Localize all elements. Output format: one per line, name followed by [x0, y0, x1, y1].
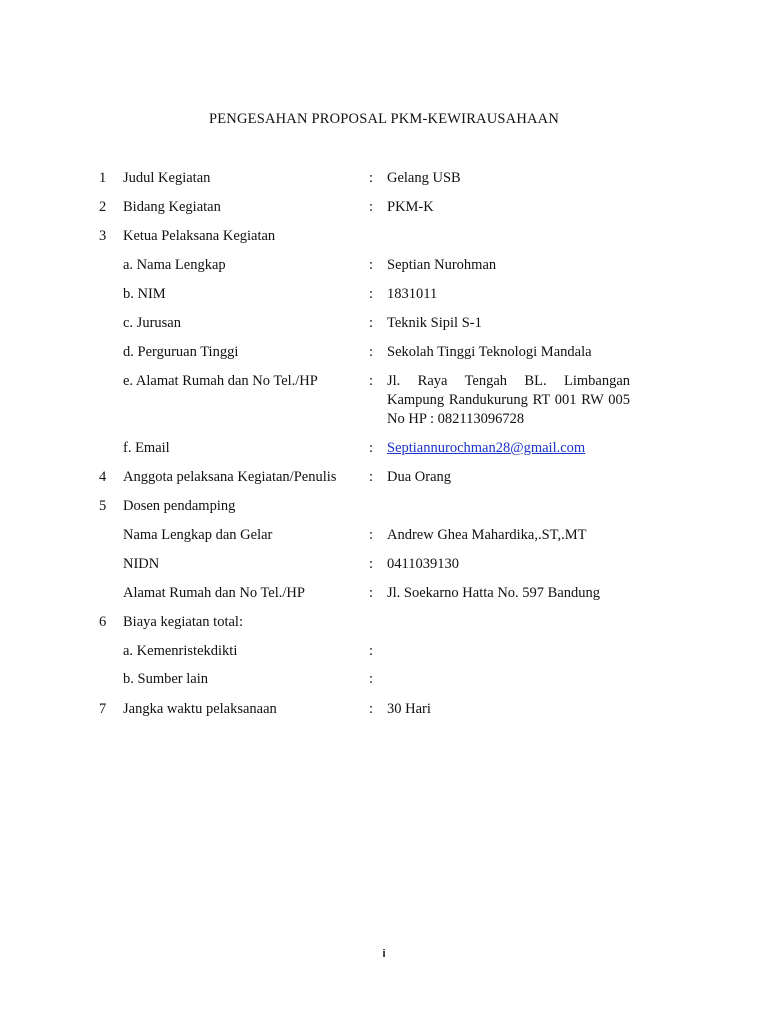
- row-jangka-waktu: [0, 699, 768, 719]
- field-label: Bidang Kegiatan: [123, 199, 221, 215]
- row-kemenristekdikti: [0, 641, 768, 661]
- row-number: 1: [99, 170, 107, 186]
- field-label: NIDN: [123, 556, 160, 572]
- row-dosen-nama: [0, 525, 768, 545]
- row-anggota: [0, 467, 768, 487]
- row-number: 7: [99, 701, 107, 717]
- field-label: a. Nama Lengkap: [123, 257, 226, 273]
- row-alamat-rumah: [0, 371, 768, 431]
- field-label: b. NIM: [123, 286, 166, 302]
- row-jurusan: [0, 313, 768, 333]
- colon-separator: :: [369, 344, 374, 360]
- field-label: b. Sumber lain: [123, 671, 208, 687]
- page-number: i: [382, 948, 386, 960]
- row-nama-lengkap: [0, 255, 768, 275]
- section-label: Biaya kegiatan total:: [123, 614, 243, 630]
- row-number: 4: [99, 469, 107, 485]
- field-label: e. Alamat Rumah dan No Tel./HP: [123, 373, 318, 389]
- field-value: Jl. Soekarno Hatta No. 597 Bandung: [387, 585, 601, 601]
- row-bidang-kegiatan: [0, 197, 768, 217]
- field-value: Andrew Ghea Mahardika,.ST,.MT: [387, 527, 587, 543]
- field-value: Septian Nurohman: [387, 257, 497, 273]
- row-nidn: [0, 554, 768, 574]
- colon-separator: :: [369, 170, 374, 186]
- field-value: 0411039130: [387, 556, 459, 572]
- colon-separator: :: [369, 257, 374, 273]
- colon-separator: :: [369, 527, 374, 543]
- colon-separator: :: [369, 469, 374, 485]
- row-biaya-kegiatan: [0, 612, 768, 632]
- row-dosen-alamat: [0, 583, 768, 603]
- section-label: Dosen pendamping: [123, 498, 236, 514]
- field-label: c. Jurusan: [123, 315, 181, 331]
- section-label: Ketua Pelaksana Kegiatan: [123, 228, 276, 244]
- field-value: Gelang USB: [387, 170, 461, 186]
- row-dosen-pendamping: [0, 496, 768, 516]
- colon-separator: :: [369, 556, 374, 572]
- colon-separator: :: [369, 315, 374, 331]
- field-label: a. Kemenristekdikti: [123, 643, 238, 659]
- field-value: 1831011: [387, 286, 438, 302]
- field-value: Dua Orang: [387, 469, 452, 485]
- colon-separator: :: [369, 671, 374, 687]
- row-number: 3: [99, 228, 107, 244]
- colon-separator: :: [369, 286, 374, 302]
- row-ketua-pelaksana: [0, 226, 768, 246]
- field-label: Nama Lengkap dan Gelar: [123, 527, 273, 543]
- field-label: d. Perguruan Tinggi: [123, 344, 239, 360]
- field-label: f. Email: [123, 440, 170, 456]
- field-value: Teknik Sipil S-1: [387, 315, 482, 331]
- row-judul-kegiatan: [0, 168, 768, 188]
- field-value: Jl. Raya Tengah BL. Limbangan Kampung Randukurung RT 001 RW 005 No HP : 082113096728: [387, 373, 630, 427]
- row-sumber-lain: [0, 669, 768, 689]
- colon-separator: :: [369, 585, 374, 601]
- document-title: PENGESAHAN PROPOSAL PKM-KEWIRAUSAHAAN: [208, 111, 560, 127]
- colon-separator: :: [369, 701, 374, 717]
- field-value: 30 Hari: [387, 701, 431, 717]
- row-email: [0, 438, 768, 458]
- field-label: Anggota pelaksana Kegiatan/Penulis: [123, 469, 337, 485]
- row-nim: [0, 284, 768, 304]
- field-label: Alamat Rumah dan No Tel./HP: [123, 585, 305, 601]
- row-perguruan-tinggi: [0, 342, 768, 362]
- email-link[interactable]: Septiannurochman28@gmail.com: [387, 440, 586, 456]
- colon-separator: :: [369, 440, 374, 456]
- colon-separator: :: [369, 643, 374, 659]
- field-value: Sekolah Tinggi Teknologi Mandala: [387, 344, 592, 360]
- field-label: Jangka waktu pelaksanaan: [123, 701, 277, 717]
- field-label: Judul Kegiatan: [123, 170, 211, 186]
- field-value: PKM-K: [387, 199, 434, 215]
- colon-separator: :: [369, 199, 374, 215]
- colon-separator: :: [369, 373, 374, 389]
- row-number: 6: [99, 614, 107, 630]
- row-number: 5: [99, 498, 107, 514]
- row-number: 2: [99, 199, 107, 215]
